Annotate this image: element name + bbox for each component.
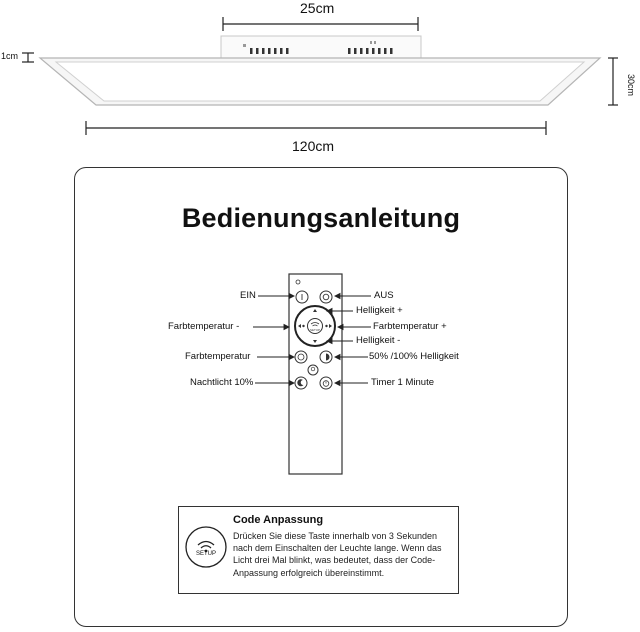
label-color-temp-up: Farbtemperatur + (373, 321, 447, 332)
label-night-light: Nachtlicht 10% (190, 377, 254, 388)
code-pairing-line: Anpassung erfolgreich übereinstimmt. (233, 567, 385, 578)
night-light-button[interactable] (295, 377, 307, 389)
label-off: AUS (374, 290, 394, 301)
label-timer: Timer 1 Minute (371, 377, 434, 388)
setup-button-icon (184, 525, 228, 569)
bulb-button[interactable] (308, 365, 318, 375)
color-temp-button[interactable] (295, 351, 307, 363)
manual-title: Bedienungsanleitung (181, 203, 461, 233)
label-color-temp: Farbtemperatur (185, 351, 251, 362)
code-pairing-line: Licht drei Mal blinkt, was bedeutet, dass der Code- (233, 555, 436, 566)
code-pairing-line: Drücken Sie diese Taste innerhalb von 3 Sekunden (233, 531, 437, 541)
label-brightness-down: Helligkeit - (356, 335, 401, 346)
off-button[interactable] (320, 291, 332, 303)
length-label: 120cm (292, 138, 335, 154)
label-brightness-50-100: 50% /100% Helligkeit (369, 351, 459, 362)
setup-label: SETUP (196, 551, 217, 557)
code-pairing-text (233, 530, 453, 579)
top-width-label: 25cm (300, 0, 335, 16)
label-on: EIN (240, 290, 256, 301)
label-color-temp-down: Farbtemperatur - (168, 321, 240, 332)
thickness-label: 1cm (1, 51, 19, 61)
on-button[interactable] (296, 291, 308, 303)
depth-label: 30cm (626, 74, 636, 97)
brightness-50-100-button[interactable] (320, 351, 332, 363)
timer-button[interactable] (320, 377, 332, 389)
code-pairing-title: Code Anpassung (233, 514, 324, 526)
code-pairing-line: nach dem Einschalten der Leuchte lange. Wenn das (233, 543, 442, 554)
label-brightness-up: Helligkeit + (356, 305, 403, 316)
svg-text:SETUP: SETUP (309, 328, 321, 332)
